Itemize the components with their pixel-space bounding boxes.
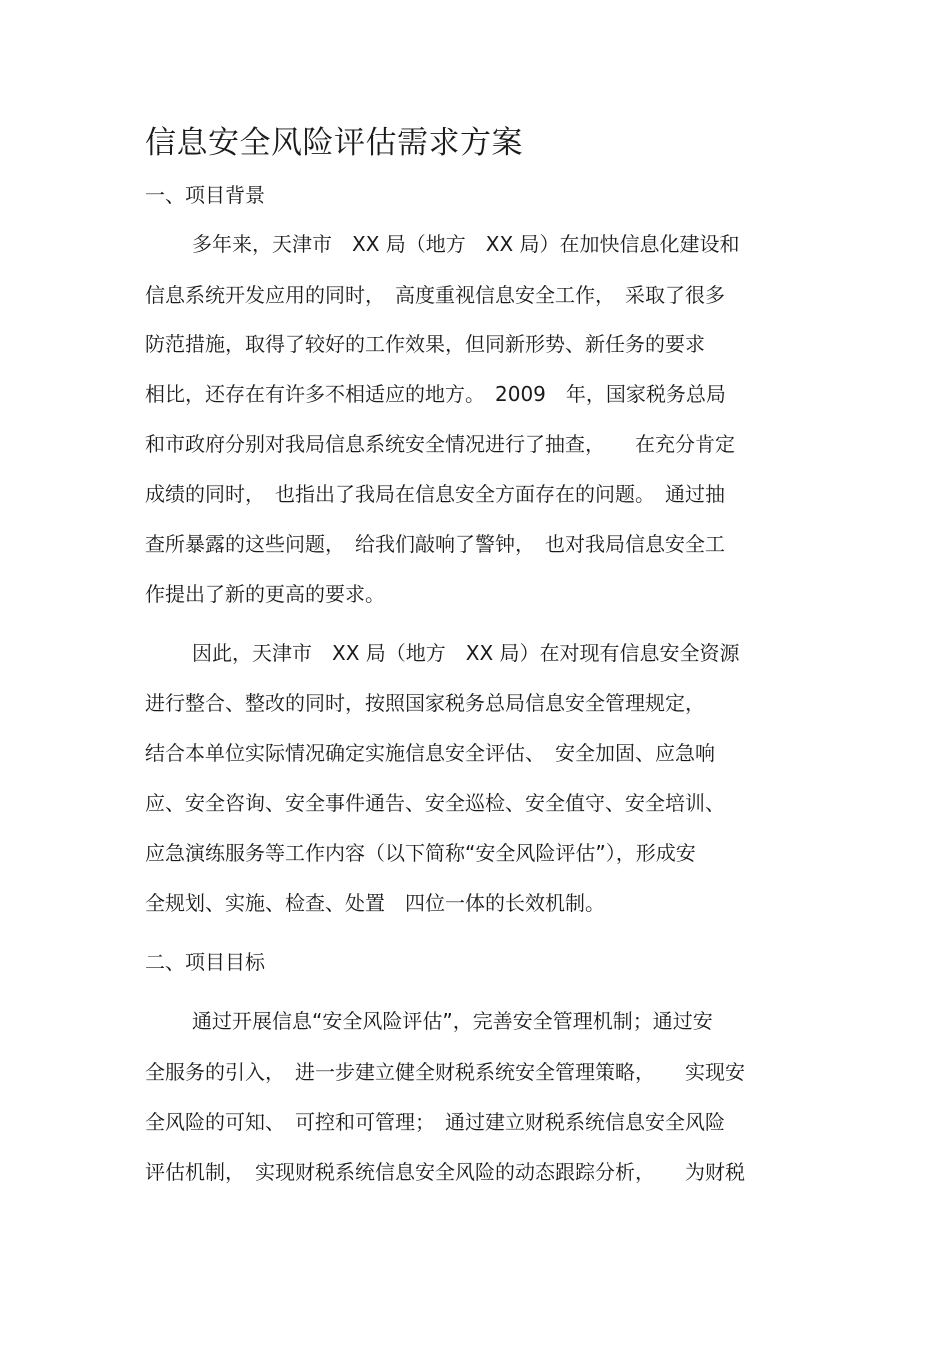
paragraph-line: 全规划、实施、检查、处置 四位一体的长效机制。 [145,891,605,915]
paragraph-line: 查所暴露的这些问题， 给我们敲响了警钟， 也对我局信息安全工 [145,532,725,556]
paragraph-line: 和市政府分别对我局信息系统安全情况进行了抽查， 在充分肯定 [145,432,735,456]
paragraph-line: 应、安全咨询、安全事件通告、安全巡检、安全值守、安全培训、 [145,791,725,815]
section-heading-goals: 二、项目目标 [145,950,265,974]
paragraph-line: 结合本单位实际情况确定实施信息安全评估、 安全加固、应急响 [145,741,715,765]
paragraph-line: 多年来，天津市 XX 局（地方 XX 局）在加快信息化建设和 [192,232,740,256]
paragraph-line: 评估机制， 实现财税系统信息安全风险的动态跟踪分析， 为财税 [145,1160,745,1184]
paragraph-line: 通过开展信息“安全风险评估”，完善安全管理机制；通过安 [192,1009,713,1033]
paragraph-line: 全服务的引入， 进一步建立健全财税系统安全管理策略， 实现安 [145,1060,745,1084]
paragraph-line: 作提出了新的更高的要求。 [145,582,385,606]
paragraph-line: 全风险的可知、 可控和可管理； 通过建立财税系统信息安全风险 [145,1110,725,1134]
paragraph-line: 信息系统开发应用的同时， 高度重视信息安全工作， 采取了很多 [145,283,725,307]
paragraph-line: 防范措施，取得了较好的工作效果，但同新形势、新任务的要求 [145,332,705,356]
paragraph-line: 成绩的同时， 也指出了我局在信息安全方面存在的问题。 通过抽 [145,482,725,506]
paragraph-line: 因此，天津市 XX 局（地方 XX 局）在对现有信息安全资源 [192,641,740,665]
paragraph-line: 相比，还存在有许多不相适应的地方。 2009 年，国家税务总局 [145,382,726,406]
section-heading-background: 一、项目背景 [145,183,265,207]
document-title: 信息安全风险评估需求方案 [145,125,523,161]
paragraph-line: 应急演练服务等工作内容（以下简称“安全风险评估”），形成安 [145,841,696,865]
paragraph-line: 进行整合、整改的同时，按照国家税务总局信息安全管理规定， [145,691,705,715]
